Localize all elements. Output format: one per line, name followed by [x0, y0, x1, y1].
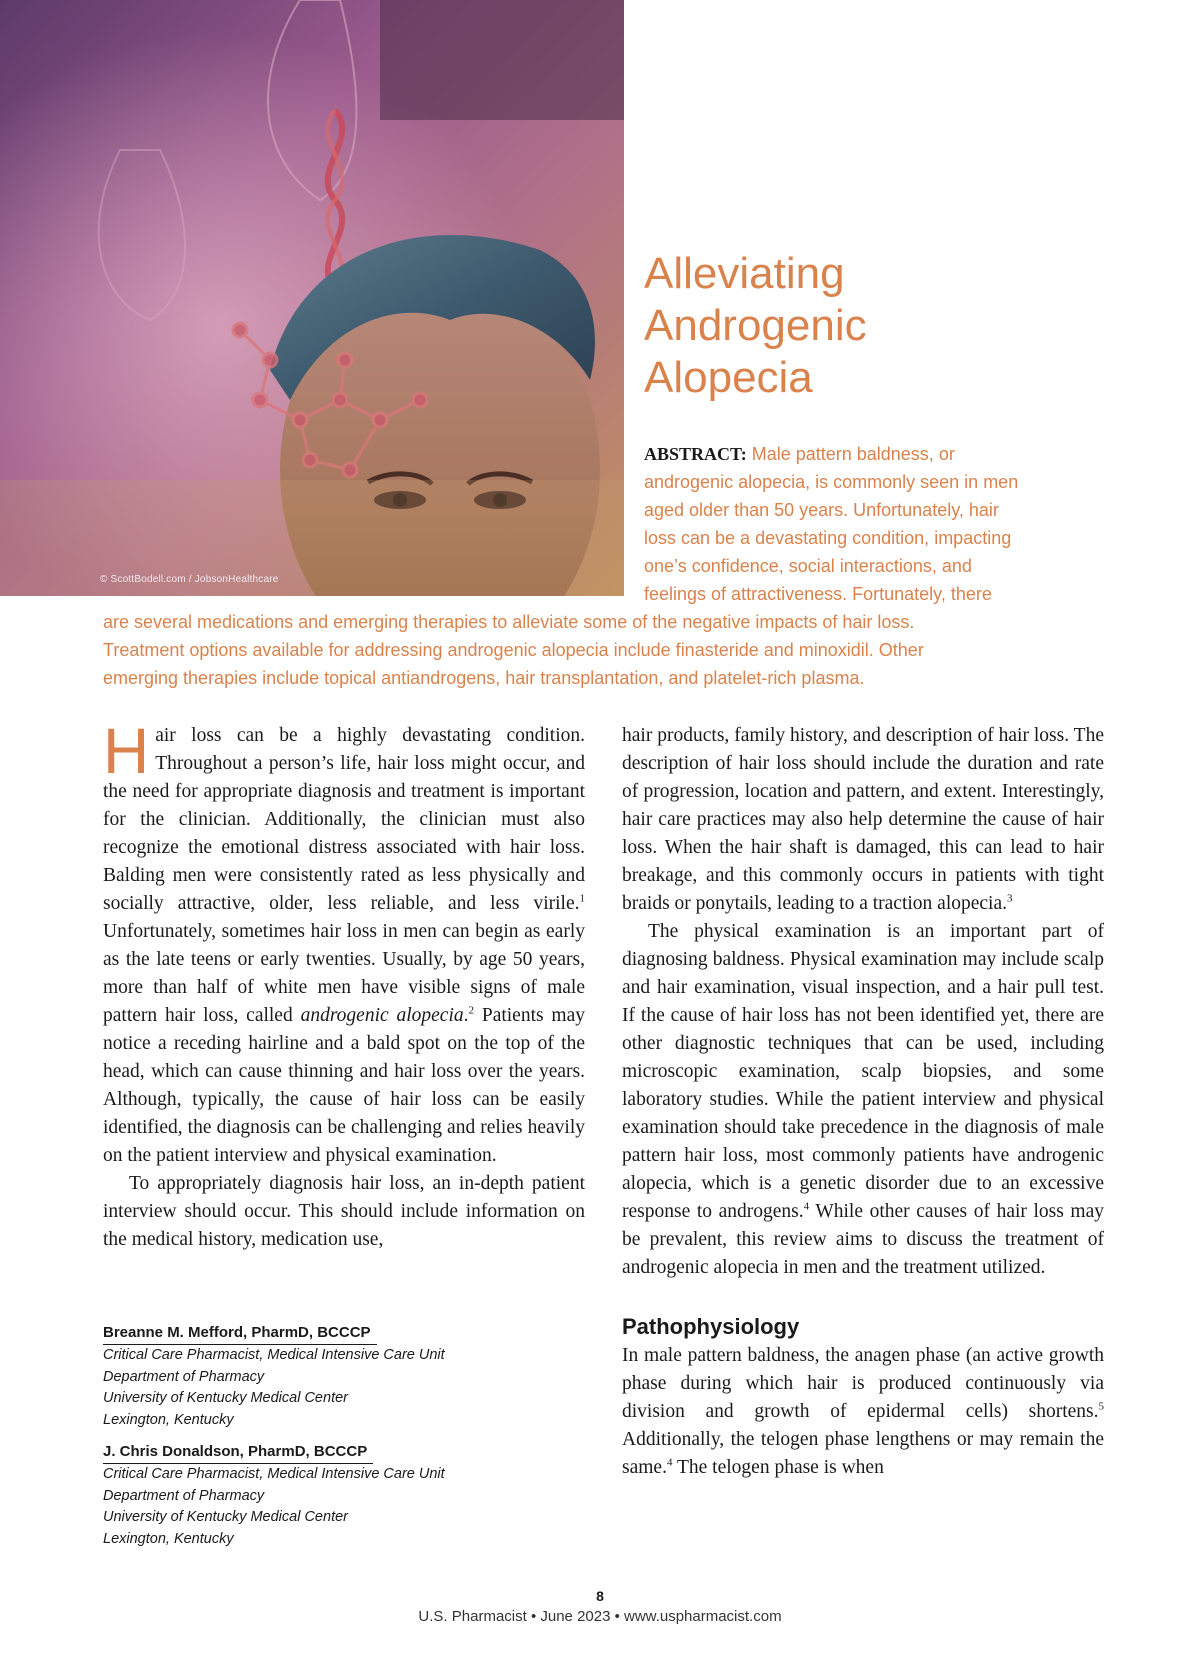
author-block — [103, 1322, 543, 1431]
reference-marker: 5 — [1098, 1400, 1104, 1413]
reference-marker: 1 — [579, 892, 585, 905]
body-column-right — [622, 722, 1104, 1482]
title-line: Alleviating — [644, 249, 845, 298]
title-line: Alopecia — [644, 353, 813, 402]
hero-illustration — [0, 0, 624, 596]
body-text: . — [463, 1005, 469, 1026]
body-text: Unfortunately, sometimes hair loss in men can begin as early as the late teens or early twenties. Usually, by age 50 years, more than half of white men have visible signs of male pattern hair loss, called — [103, 921, 585, 1026]
image-credit: © ScottBodell.com / JobsonHealthcare — [100, 574, 279, 585]
abstract-line: are several medications and emerging therapies to alleviate some of the negative impacts of hair loss. — [103, 612, 915, 632]
abstract-text: Male pattern baldness, or — [751, 444, 955, 464]
author-affiliation: Lexington, Kentucky — [103, 1411, 234, 1428]
reference-marker: 4 — [666, 1456, 673, 1469]
body-text: While other causes of hair loss may be prevalent, this review aims to discuss the treatment of androgenic alopecia in men and the treatment utilized. — [622, 1201, 1104, 1278]
body-paragraph — [622, 918, 1104, 1282]
abstract-line: feelings of attractiveness. Fortunately, there — [644, 584, 992, 604]
author-name: Breanne M. Mefford, PharmD, BCCCP — [103, 1322, 377, 1345]
body-text: In male pattern baldness, the anagen phase (an active growth phase during which hair is produced continuously via division and growth of epidermal cells) shortens. — [622, 1345, 1104, 1422]
abstract-line: Treatment options available for addressing androgenic alopecia include finasteride and minoxidil. Other — [103, 640, 924, 660]
key-term: androgenic alopecia — [300, 1005, 464, 1026]
body-paragraph — [622, 1342, 1104, 1482]
abstract-label: ABSTRACT: — [644, 444, 747, 464]
footer-publication: U.S. Pharmacist • June 2023 • www.uspharmacist.com — [418, 1608, 782, 1625]
abstract-line: loss can be a devastating condition, impacting — [644, 528, 1012, 548]
article-title — [644, 248, 867, 404]
author-affiliation: Lexington, Kentucky — [103, 1530, 234, 1547]
body-text: Patients may notice a receding hairline and a bald spot on the top of the head, which can cause thinning and hair loss over the years. Although, typically, the cause of hair loss can be easily identified, the diagnosis can be challenging and relies heavily on the patient interview and physical examination. — [103, 1005, 585, 1166]
abstract-line: one’s confidence, social interactions, and — [644, 556, 972, 576]
author-affiliation: Critical Care Pharmacist, Medical Intensive Care Unit — [103, 1466, 445, 1482]
body-text: The physical examination is an important part of diagnosing baldness. Physical examination may include scalp and hair examination, visual inspection, and a hair pull test. If the cause of hair loss has not been identified yet, there are other diagnostic techniques that can be used, including microscopic examination, scalp biopsies, and some laboratory studies. While the patient interview and physical examination should take precedence in the diagnosis of male pattern hair loss, most commonly patients have androgenic alopecia, which is a genetic disorder due to an excessive response to androgens. — [622, 921, 1104, 1222]
title-line: Androgenic — [644, 301, 867, 350]
author-affiliation: University of Kentucky Medical Center — [103, 1509, 348, 1525]
body-paragraph — [103, 715, 585, 1170]
reference-marker: 4 — [803, 1200, 810, 1213]
author-name: J. Chris Donaldson, PharmD, BCCCP — [103, 1441, 373, 1464]
reference-marker: 3 — [1007, 892, 1013, 905]
author-block — [103, 1441, 543, 1550]
author-affiliation: University of Kentucky Medical Center — [103, 1390, 348, 1406]
body-text: air loss can be a highly devastating condition. Throughout a person’s life, hair loss might occur, and the need for appropriate diagnosis and treatment is important for the clinician. Additionally, the clinician must also recognize the emotional distress associated with hair loss. Balding men were consistently rated as less physically and socially attractive, older, less reliable, and less virile. — [103, 725, 585, 914]
hero-artwork — [0, 0, 624, 596]
section-heading: Pathophysiology — [622, 1314, 800, 1339]
abstract-line: androgenic alopecia, is commonly seen in men — [644, 472, 1019, 492]
drop-cap: H — [103, 715, 150, 787]
abstract-line: aged older than 50 years. Unfortunately, hair — [644, 500, 999, 520]
author-affiliation: Department of Pharmacy — [103, 1368, 265, 1385]
abstract-line — [644, 440, 955, 468]
author-affiliation: Department of Pharmacy — [103, 1487, 265, 1504]
reference-marker: 2 — [468, 1004, 475, 1017]
body-text: Additionally, the telogen phase lengthens or may remain the same. — [622, 1429, 1104, 1478]
body-text: The telogen phase is when — [672, 1457, 884, 1478]
author-affiliation: Critical Care Pharmacist, Medical Intensive Care Unit — [103, 1347, 445, 1363]
page-number: 8 — [596, 1588, 604, 1604]
body-text: hair products, family history, and description of hair loss. The description of hair loss should include the duration and rate of progression, location and pattern, and extent. Interestingly, hair care practices may also help determine the cause of hair loss. When the hair shaft is damaged, this can lead to hair breakage, and this commonly occurs in patients with tight braids or ponytails, leading to a traction alopecia. — [622, 725, 1104, 914]
body-paragraph — [622, 722, 1104, 918]
body-paragraph: To appropriately diagnosis hair loss, an in-depth patient interview should occur. This should include information on the medical history, medication use, — [103, 1173, 585, 1250]
body-column-left — [103, 715, 585, 1254]
abstract-line: emerging therapies include topical antiandrogens, hair transplantation, and platelet-rich plasma. — [103, 668, 865, 688]
